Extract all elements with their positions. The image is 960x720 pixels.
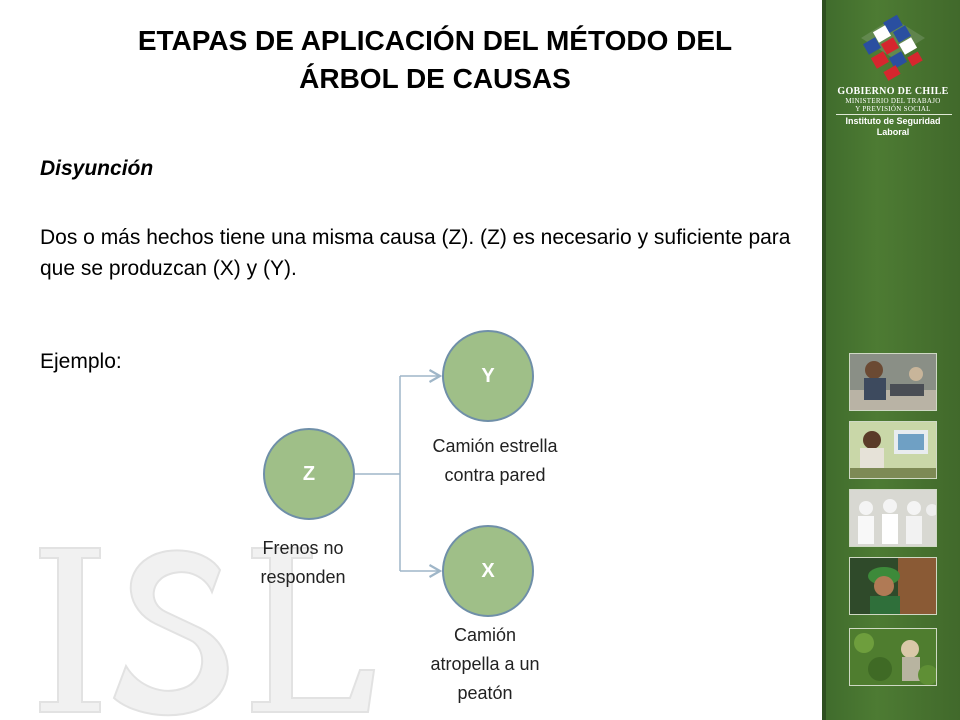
institute-line-2: Laboral [876, 127, 910, 137]
institute-line-1: Instituto de Seguridad [845, 116, 941, 126]
title-line-2: ÁRBOL DE CAUSAS [299, 63, 571, 94]
slide-title [40, 22, 830, 98]
caption-x-line-2: atropella a un [430, 654, 540, 674]
caption-y-line-1: Camión estrella [432, 436, 558, 456]
photo-field-worker [849, 628, 937, 686]
title-line-1: ETAPAS DE APLICACIÓN DEL MÉTODO DEL [137, 25, 733, 56]
institute-name [832, 116, 954, 138]
ministry-line-1: MINISTERIO DEL TRABAJO [845, 97, 941, 105]
caption-z [238, 534, 368, 592]
sidebar-divider [836, 114, 952, 115]
caption-x-line-1: Camión [453, 625, 517, 645]
photo-kitchen-staff [849, 489, 937, 547]
caption-y-line-2: contra pared [444, 465, 546, 485]
ministry-line-2: Y PREVISIÓN SOCIAL [855, 105, 931, 113]
caption-z-line-2: responden [260, 567, 346, 587]
definition-text: Dos o más hechos tiene una misma causa (Z). (Z) es necesario y suficiente para que se produzcan (X) y (Y). [40, 226, 791, 280]
photo-worker-tools [849, 353, 937, 411]
node-y: Y [442, 330, 534, 422]
gov-name: GOBIERNO DE CHILE [837, 86, 949, 97]
sidebar-edge [822, 0, 826, 720]
photo-helmet-worker [849, 557, 937, 615]
gobierno-de-chile-logo [855, 14, 931, 84]
section-subtitle: Disyunción [40, 157, 154, 180]
node-x: X [442, 525, 534, 617]
caption-y [405, 432, 585, 490]
example-label: Ejemplo: [40, 350, 122, 373]
caption-x-line-3: peatón [457, 683, 513, 703]
caption-x [405, 621, 565, 708]
photo-office-worker [849, 421, 937, 479]
caption-z-line-1: Frenos no [262, 538, 344, 558]
node-z: Z [263, 428, 355, 520]
